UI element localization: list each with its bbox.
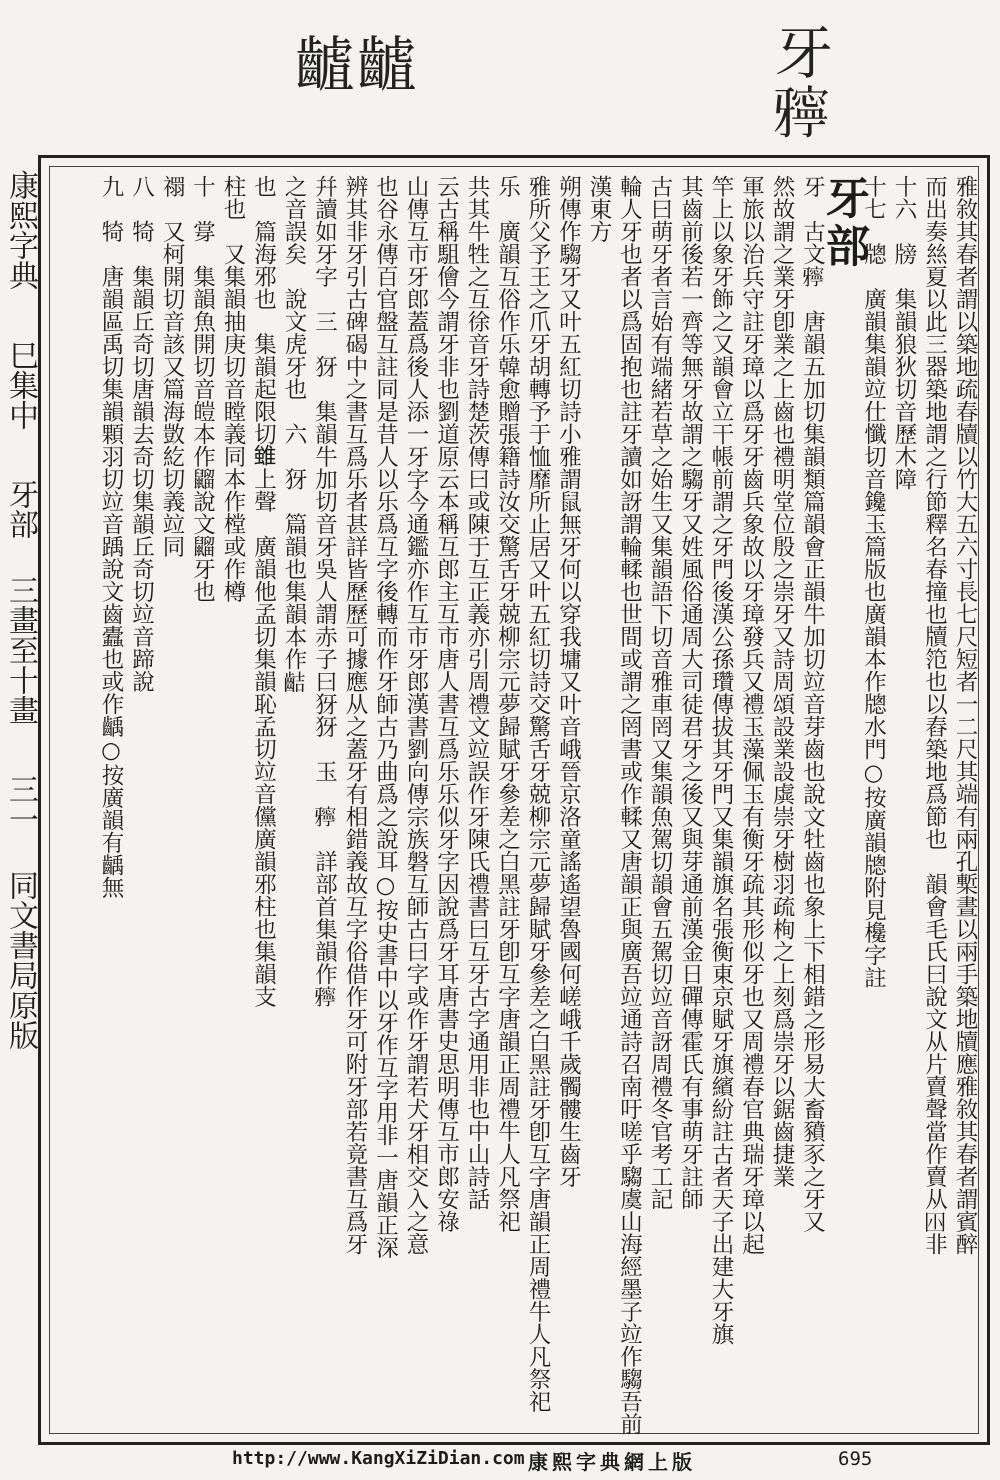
text-column: 也谷永傳百官盤互註同是昔人以乐爲互字後轉而作牙師古乃曲爲之說耳○按史書中以牙作互字用非一唐韻正深 bbox=[372, 175, 399, 1259]
radical-label: 牙部 bbox=[3, 479, 38, 540]
text-column: 山傳互市牙郎蓋爲後人添一牙字今通鑑亦作互市牙郎漢書劉向傳宗族磐互師古曰字或作牙謂若犬牙相交入之意 bbox=[403, 175, 429, 1255]
text-column: 古曰萌牙者言始有端緒若草之始生又集韻語下切音雅車罔又集韻魚駕切韻會五駕切竝音訝周禮冬官考工記 bbox=[647, 175, 673, 1210]
entry-heading: 牙 古文𤘓 唐韻五加切集韻類篇韻會正韻牛加切竝音芽齒也說文牡齒也象上下相錯之形易大畜豶豕之牙又 bbox=[799, 175, 826, 1233]
text-column: 軍旅以治兵守註牙璋以爲牙牙齒兵象故以牙璋發兵又禮玉藻佩玉有衡牙疏其形似牙也又周禮春官典瑞牙璋以起 bbox=[738, 175, 765, 1255]
volume-label: 巳集中 bbox=[3, 339, 38, 430]
text-column: 辨其非牙引古碑碣中之書互爲乐者甚詳皆歷歷可據應从之蓋牙有相錯義故互字俗借作牙可附牙部若竟書互爲牙 bbox=[342, 175, 368, 1255]
text-column: 也 篇海邪也 集韻起限切𨿽上聲 廣韻他孟切集韻恥孟切竝音儻廣韻邪柱也集韻支 bbox=[250, 175, 277, 1008]
book-title: 康熙字典 bbox=[3, 170, 38, 290]
publisher-label: 同文書局原版 bbox=[3, 869, 38, 1050]
text-column: 柱也 又集韻抽庚切音瞠義同本作樘或作樽 bbox=[220, 175, 246, 603]
text-column: 之音誤矣 說文虎牙也 六 犽 篇韻也集韻本作𪗾 bbox=[281, 175, 307, 693]
seal-script-heading-right: 牙𤘓 bbox=[765, 22, 833, 142]
page-footer bbox=[0, 1446, 1000, 1476]
text-column: 幷讀如牙字 三 犽 集韻牛加切音牙吳人謂赤子曰犽犽 玉 𤘓 詳部首集韻作𤘓 bbox=[311, 175, 338, 1008]
text-column: 禤 又柯開切音該又篇海敳紇切義竝同 bbox=[159, 175, 185, 558]
section-title: 牙部 bbox=[818, 175, 869, 271]
text-column: 朔傳作騶牙又叶五紅切詩小雅謂鼠無牙何以穿我墉又叶音峨晉京洛童謠遙望魯國何嵯峨千歲髑髏生齒牙 bbox=[555, 175, 582, 1188]
entry-heading: 十六 牓 集韻狼狄切音歷木障 bbox=[891, 175, 917, 490]
entry-heading: 十七 牕 廣韻集韻竝仕懺切音鑱玉篇版也廣韻本作牕水門○按廣韻牕附見欃字註 bbox=[860, 175, 887, 989]
entry-heading: 八 犄 集韻丘奇切唐韻去奇切集韻丘奇切竝音蹄說 bbox=[128, 175, 155, 693]
leaf-number: 三一 bbox=[3, 774, 38, 835]
text-column: 然故謂之業牙卽業之上齒也禮明堂位殷之崇牙又詩周頌設業設虡崇牙樹羽疏栒之上刻爲崇牙以鋸齒捷業 bbox=[769, 175, 795, 1188]
entry-heading: 乐 廣韻互俗作乐韓愈贈張籍詩汝交驚舌牙兢柳宗元夢歸賦牙參差之白黑註牙卽互字唐韻正周禮牛人凡祭祀 bbox=[494, 175, 521, 1233]
seal-script-heading-left: 䶥䶥 bbox=[295, 31, 419, 101]
text-column: 輪人牙也者以爲固抱也註牙讀如訝謂輪輮也世間或謂之罔書或作輮又唐韻正與廣吾竝通詩召南吁嗟乎騶虞山海經墨子竝作騶吾前漢東方 bbox=[586, 175, 643, 1435]
text-column: 竿上以象牙飾之又韻會立干帳前謂之牙門後漢公孫瓚傳拔其牙門又集韻旗名張衡東京賦牙旗繽紛註古者天子出建大牙旗 bbox=[708, 175, 734, 1345]
text-column: 共其牛牲之互徐音牙詩楚茨傳曰或陳于互正義亦引周禮文竝誤作牙陳氏禮書曰互牙古字通用非也中山詩話 bbox=[464, 175, 490, 1210]
entry-heading: 九 犄 唐韻區禹切集韻顆羽切竝音踽說文齒蠹也或作齲○按廣韻有齲無 bbox=[98, 175, 124, 899]
dictionary-text bbox=[50, 175, 980, 1435]
footer-title: 康熙字典網上版 bbox=[528, 1450, 696, 1474]
text-column: 雅敘其春者謂以築地疏春牘以竹大五六寸長七尺短者一二尺其端有兩孔槧晝以兩手築地牘應雅敘其春者謂賓醉 bbox=[952, 175, 978, 1255]
stroke-range-label: 三畫至十畫 bbox=[3, 574, 38, 725]
page-number: 695 bbox=[838, 1448, 873, 1470]
site-url-link[interactable]: http://www.KangXiZiDian.com bbox=[232, 1448, 525, 1469]
text-column: 云古稱駔儈今謂牙非也劉道原云本稱互郎主互市唐人書互爲乐乐似牙字因說爲牙耳唐書史思明傳互市郎安祿 bbox=[433, 175, 460, 1233]
entry-heading: 十 牚 集韻魚開切音皚本作䶉說文䶉牙也 bbox=[189, 175, 216, 603]
text-column: 雅所父予王之爪牙胡轉予于恤靡所止居又叶五紅切詩交驚舌牙兢柳宗元夢歸賦牙參差之白黑註牙卽互字唐韻正周禮牛人凡祭祀 bbox=[525, 175, 551, 1413]
margin-column bbox=[2, 170, 38, 1330]
text-column: 而出奏𢇁夏以此三器築地謂之行節釋名春撞也牘笵也以舂築地爲節也 韻會毛氏曰說文从片賣聲當作賣从𡆧非 bbox=[921, 175, 948, 1255]
text-column: 其齒前後若一齊等無牙故謂之騶牙又姓風俗通周大司徒君牙之後又與芽通前漢金日磾傳霍氏有事萌牙註師 bbox=[677, 175, 704, 1210]
